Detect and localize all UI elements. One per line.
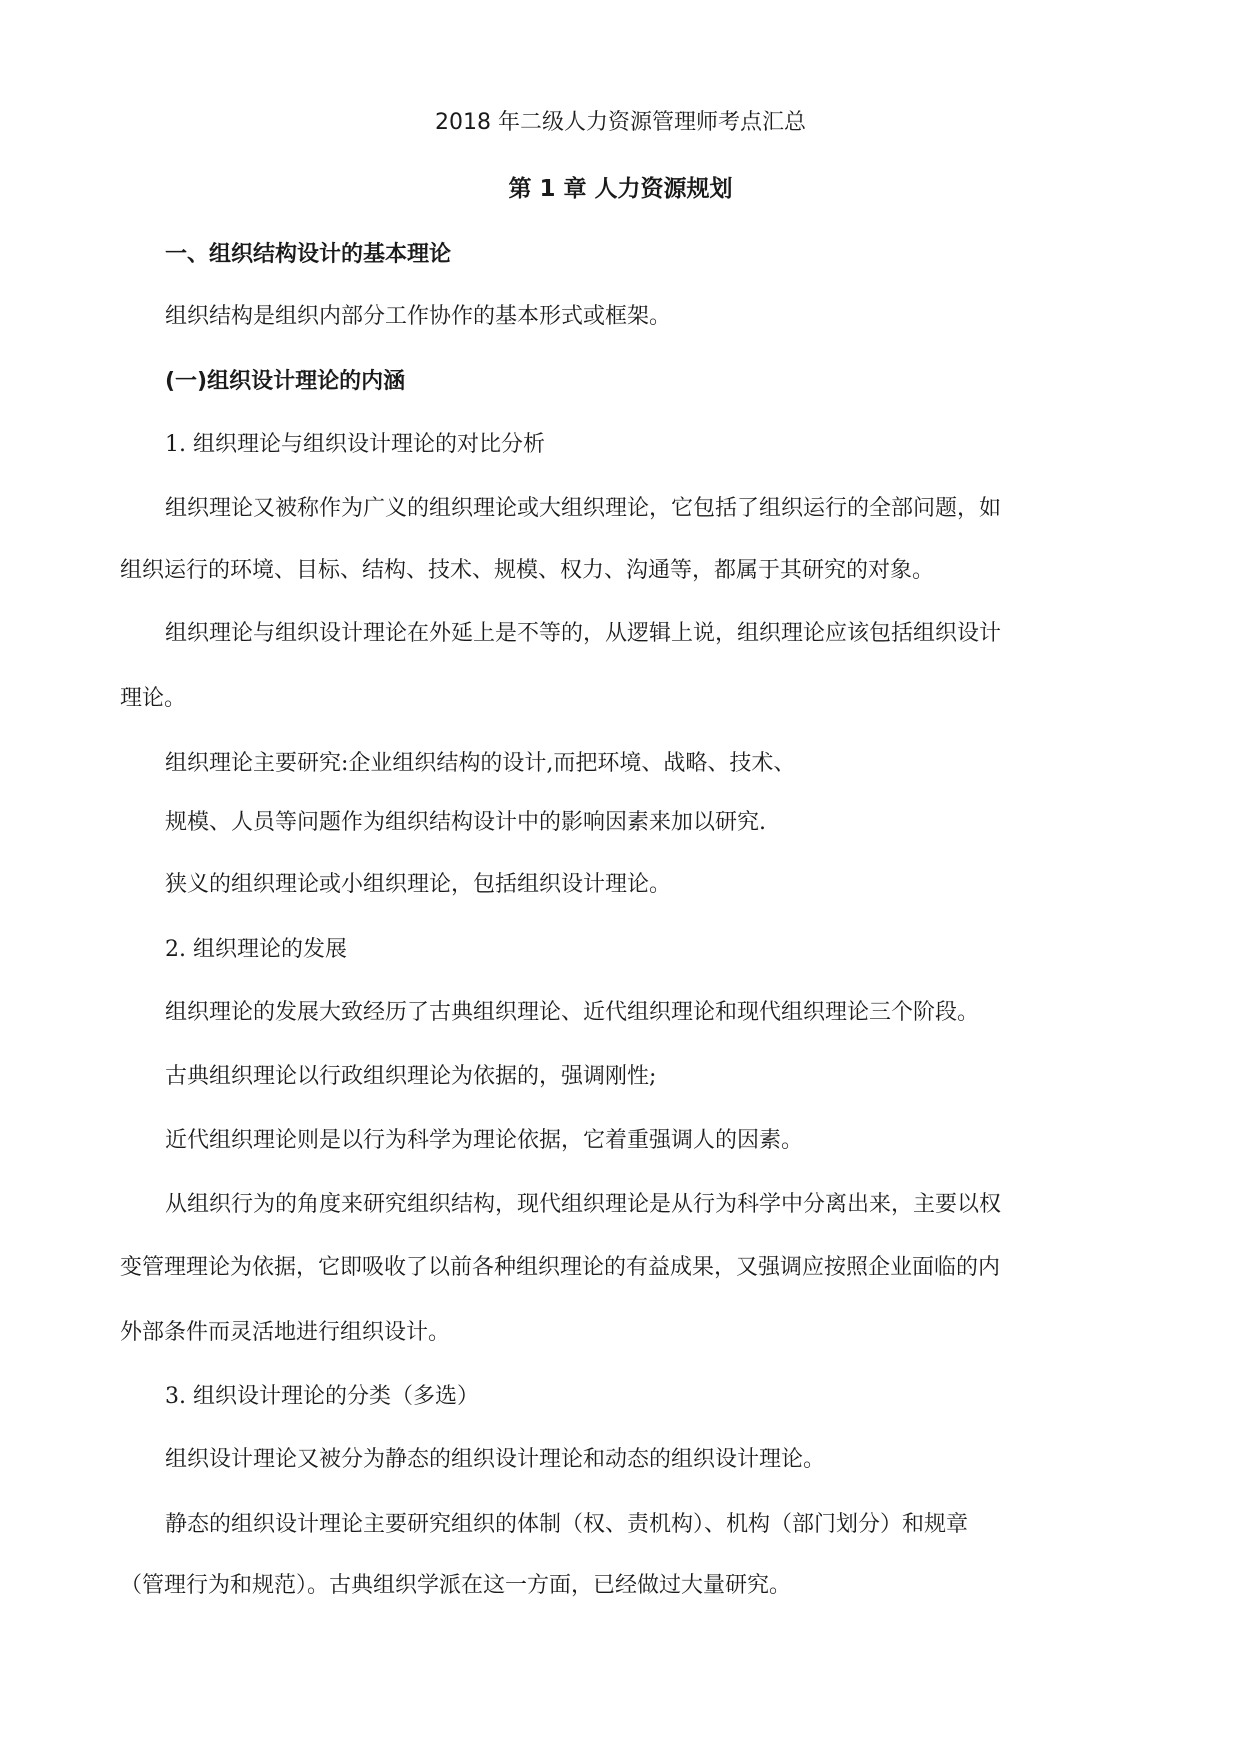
paragraph: 近代组织理论则是以行为科学为理论依据，它着重强调人的因素。 bbox=[165, 1128, 804, 1153]
paragraph: 狭义的组织理论或小组织理论，包括组织设计理论。 bbox=[165, 872, 672, 897]
item-heading: 3. 组织设计理论的分类（多选） bbox=[165, 1384, 479, 1409]
section-heading: 一、组织结构设计的基本理论 bbox=[165, 242, 452, 267]
paragraph: 古典组织理论以行政组织理论为依据的，强调刚性; bbox=[165, 1064, 657, 1089]
paragraph-line: 静态的组织设计理论主要研究组织的体制（权、责机构）、机构（部门划分）和规章 bbox=[165, 1512, 969, 1537]
paragraph: 组织理论的发展大致经历了古典组织理论、近代组织理论和现代组织理论三个阶段。 bbox=[165, 1000, 980, 1025]
paragraph-line: 组织理论又被称作为广义的组织理论或大组织理论，它包括了组织运行的全部问题，如 bbox=[165, 496, 1002, 521]
paragraph-line: 组织理论与组织设计理论在外延上是不等的，从逻辑上说，组织理论应该包括组织设计 bbox=[165, 621, 1002, 646]
paragraph-line: 从组织行为的角度来研究组织结构，现代组织理论是从行为科学中分离出来，主要以权 bbox=[165, 1192, 1002, 1217]
document-title: 2018 年二级人力资源管理师考点汇总 bbox=[435, 110, 806, 135]
paragraph-line: 规模、人员等问题作为组织结构设计中的影响因素来加以研究. bbox=[165, 810, 766, 835]
paragraph-line: 外部条件而灵活地进行组织设计。 bbox=[120, 1320, 451, 1345]
paragraph-line: （管理行为和规范）。古典组织学派在这一方面，已经做过大量研究。 bbox=[120, 1573, 792, 1598]
subsection-heading: (一)组织设计理论的内涵 bbox=[165, 369, 406, 394]
item-heading: 1. 组织理论与组织设计理论的对比分析 bbox=[165, 432, 545, 457]
paragraph-line: 变管理理论为依据，它即吸收了以前各种组织理论的有益成果，又强调应按照企业面临的内 bbox=[120, 1255, 1001, 1280]
paragraph: 组织设计理论又被分为静态的组织设计理论和动态的组织设计理论。 bbox=[165, 1447, 826, 1472]
paragraph-line: 组织理论主要研究:企业组织结构的设计,而把环境、战略、技术、 bbox=[165, 751, 796, 776]
paragraph-line: 组织运行的环境、目标、结构、技术、规模、权力、沟通等，都属于其研究的对象。 bbox=[120, 558, 935, 583]
chapter-heading: 第 1 章 人力资源规划 bbox=[508, 176, 733, 202]
paragraph: 组织结构是组织内部分工作协作的基本形式或框架。 bbox=[165, 304, 672, 329]
item-heading: 2. 组织理论的发展 bbox=[165, 937, 347, 962]
paragraph-line: 理论。 bbox=[120, 686, 187, 711]
